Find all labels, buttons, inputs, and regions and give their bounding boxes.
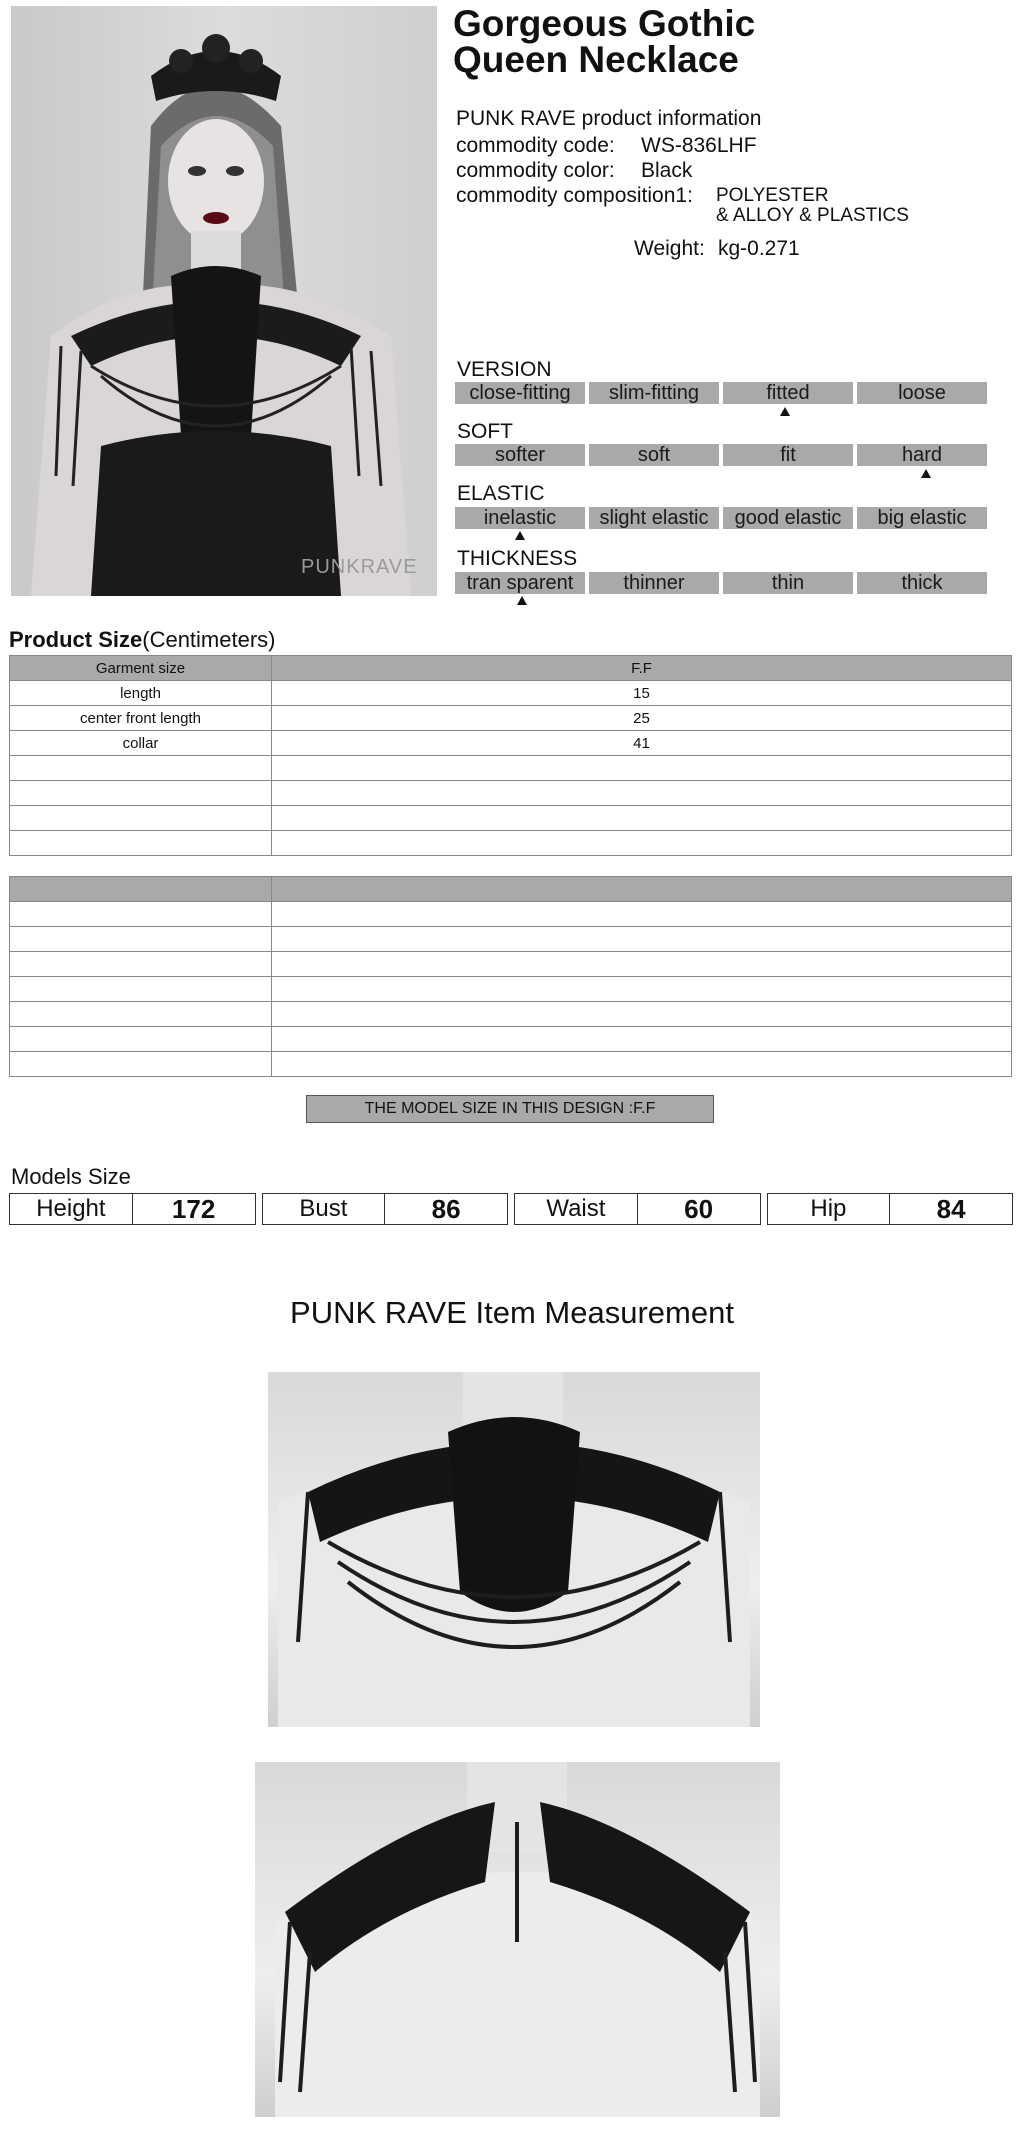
table-cell — [10, 831, 272, 856]
table-row — [10, 927, 1012, 952]
product-photo-back — [255, 1762, 780, 2117]
selected-marker-version — [780, 407, 790, 416]
table-header-cell — [10, 877, 272, 902]
scale-option: loose — [857, 382, 987, 404]
table-cell — [10, 756, 272, 781]
table-row — [10, 781, 1012, 806]
necklace-front-illustration — [268, 1372, 760, 1727]
table-cell — [10, 952, 272, 977]
scale-option: slim-fitting — [589, 382, 719, 404]
table-cell — [10, 781, 272, 806]
model-measure-bust — [262, 1193, 509, 1225]
product-photo-front — [268, 1372, 760, 1727]
scale-label-version: VERSION — [457, 358, 552, 381]
measure-value: 84 — [936, 1194, 966, 1224]
scale-option: close-fitting — [455, 382, 585, 404]
weight-value: kg-0.271 — [718, 237, 800, 260]
hero-model-photo — [11, 6, 437, 596]
scale-label-elastic: ELASTIC — [457, 482, 545, 505]
color-value: Black — [641, 159, 693, 182]
table-cell — [10, 1002, 272, 1027]
table-row — [10, 681, 1012, 706]
model-measure-hip — [767, 1193, 1014, 1225]
table-cell — [272, 806, 1012, 831]
table-cell: length — [10, 681, 272, 706]
table-cell: 25 — [272, 706, 1012, 731]
measurement-title: PUNK RAVE Item Measurement — [290, 1295, 734, 1330]
measure-label: Bust — [263, 1194, 386, 1224]
necklace-back-illustration — [255, 1762, 780, 2117]
code-label: commodity code: — [456, 134, 615, 157]
composition-line2: & ALLOY & PLASTICS — [716, 205, 909, 226]
measure-value: 86 — [431, 1194, 461, 1224]
table-header-row — [10, 656, 1012, 681]
table-cell — [10, 927, 272, 952]
table-row — [10, 756, 1012, 781]
scale-label-soft: SOFT — [457, 420, 513, 443]
scale-option: thinner — [589, 572, 719, 594]
scale-label-thickness: THICKNESS — [457, 547, 578, 570]
table-row — [10, 706, 1012, 731]
scale-version — [455, 382, 987, 404]
product-size-title-unit: (Centimeters) — [142, 627, 276, 652]
table-cell — [272, 1052, 1012, 1077]
scale-option: hard — [857, 444, 987, 466]
composition-label: commodity composition1: — [456, 184, 693, 207]
composition-line1: POLYESTER — [716, 185, 829, 206]
selected-marker-thickness — [517, 596, 527, 605]
table-cell — [272, 781, 1012, 806]
selected-marker-soft — [921, 469, 931, 478]
table-cell — [272, 902, 1012, 927]
product-title-line1: Gorgeous Gothic — [453, 3, 756, 44]
table-header-cell — [272, 877, 1012, 902]
scale-soft — [455, 444, 987, 466]
scale-option: inelastic — [455, 507, 585, 529]
scale-option: softer — [455, 444, 585, 466]
scale-option: thick — [857, 572, 987, 594]
measure-label: Hip — [768, 1194, 891, 1224]
scale-option: fitted — [723, 382, 853, 404]
models-size-row — [9, 1193, 1013, 1225]
model-measure-waist — [514, 1193, 761, 1225]
table-row — [10, 831, 1012, 856]
table-row — [10, 977, 1012, 1002]
size-table — [9, 655, 1012, 856]
measure-label: Height — [10, 1194, 133, 1224]
table-row — [10, 731, 1012, 756]
product-title — [453, 3, 873, 80]
table-row — [10, 1027, 1012, 1052]
table-cell — [10, 1052, 272, 1077]
scale-option: thin — [723, 572, 853, 594]
models-size-title: Models Size — [11, 1164, 131, 1189]
table-cell — [10, 806, 272, 831]
scale-option: soft — [589, 444, 719, 466]
table-cell — [272, 1027, 1012, 1052]
table-header-cell: Garment size — [10, 656, 272, 681]
measure-value: 172 — [171, 1194, 216, 1224]
table-header-row — [10, 877, 1012, 902]
scale-option: slight elastic — [589, 507, 719, 529]
model-size-note: THE MODEL SIZE IN THIS DESIGN :F.F — [306, 1095, 714, 1123]
code-value: WS-836LHF — [641, 134, 757, 157]
table-cell — [10, 902, 272, 927]
table-cell — [272, 977, 1012, 1002]
color-label: commodity color: — [456, 159, 615, 182]
table-row — [10, 1002, 1012, 1027]
table-cell: center front length — [10, 706, 272, 731]
scale-option: tran sparent — [455, 572, 585, 594]
table-cell — [272, 756, 1012, 781]
info-heading: PUNK RAVE product information — [456, 107, 762, 130]
watermark: PUNKRAVE — [301, 556, 418, 578]
measure-label: Waist — [515, 1194, 638, 1224]
selected-marker-elastic — [515, 531, 525, 540]
table-row — [10, 1052, 1012, 1077]
weight-label: Weight: — [634, 237, 705, 260]
scale-thickness — [455, 572, 987, 594]
table-row — [10, 902, 1012, 927]
table-row — [10, 952, 1012, 977]
table-cell — [10, 1027, 272, 1052]
product-size-title-bold: Product Size — [9, 627, 143, 652]
table-cell — [272, 927, 1012, 952]
scale-option: fit — [723, 444, 853, 466]
model-illustration — [11, 6, 437, 596]
scale-option: good elastic — [723, 507, 853, 529]
size-table-secondary — [9, 876, 1012, 1077]
table-row — [10, 806, 1012, 831]
table-cell: collar — [10, 731, 272, 756]
table-cell — [272, 1002, 1012, 1027]
product-size-title — [9, 627, 276, 653]
scale-elastic — [455, 507, 987, 529]
product-title-line2: Queen Necklace — [453, 39, 739, 80]
table-cell — [10, 977, 272, 1002]
table-cell: 41 — [272, 731, 1012, 756]
measure-value: 60 — [684, 1194, 714, 1224]
table-cell — [272, 831, 1012, 856]
scale-option: big elastic — [857, 507, 987, 529]
table-cell — [272, 952, 1012, 977]
model-measure-height — [9, 1193, 256, 1225]
table-cell: 15 — [272, 681, 1012, 706]
table-header-cell: F.F — [272, 656, 1012, 681]
